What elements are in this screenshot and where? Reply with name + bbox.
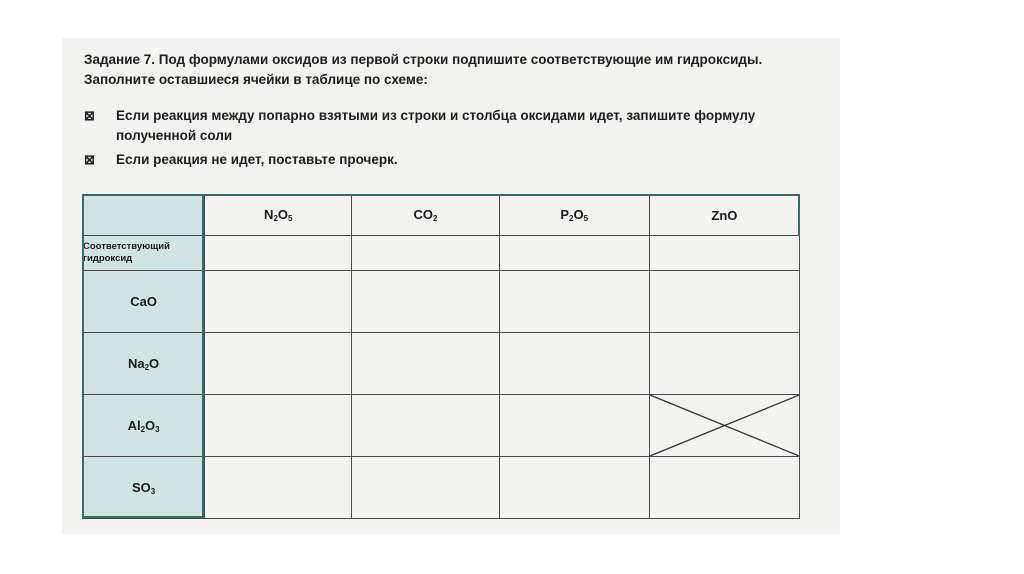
table-cell[interactable]	[499, 395, 649, 457]
table-cell[interactable]	[649, 236, 799, 271]
table-cell[interactable]	[499, 271, 649, 333]
corner-cell	[83, 195, 205, 236]
column-header-co2: $CO_2$	[352, 195, 499, 236]
table-cell[interactable]	[352, 395, 499, 457]
hydroxide-row-label: Соответствующий гидроксид	[83, 236, 205, 271]
row-header-al2o3: $Al_2O_3$	[83, 395, 205, 457]
bullet-item-1	[84, 106, 784, 146]
row-header-na2o: $Na_2O$	[83, 333, 205, 395]
table-cell[interactable]	[649, 457, 799, 519]
column-header-p2o5: $P_2O_5$	[499, 195, 649, 236]
checkbox-icon: ⊠	[84, 152, 95, 167]
row-header-cao: CaO	[83, 271, 205, 333]
table-cell[interactable]	[205, 271, 352, 333]
bullet-text-2: Если реакция не идет, поставьте прочерк.	[116, 152, 398, 167]
table-cell[interactable]	[649, 271, 799, 333]
table-cell[interactable]	[649, 333, 799, 395]
task-body: Под формулами оксидов из первой строки подпишите соответствующие им гидроксиды. Заполните оставшиеся ячейки в таблице по схеме:	[84, 52, 763, 87]
task-number: Задание 7.	[84, 52, 156, 67]
bullet-item-2	[84, 150, 784, 170]
table-cell[interactable]	[352, 457, 499, 519]
table-cell[interactable]	[205, 457, 352, 519]
table-cell[interactable]	[499, 333, 649, 395]
table-cell[interactable]	[352, 333, 499, 395]
cross-mark-icon	[650, 395, 799, 456]
row-header-so3: $SO_3$	[83, 457, 205, 519]
table-cell[interactable]	[499, 236, 649, 271]
table-cell[interactable]	[499, 457, 649, 519]
bullet-text-1: Если реакция между попарно взятыми из строки и столбца оксидами идет, запишите формулу полученной соли	[116, 108, 756, 143]
crossed-out-cell	[649, 395, 799, 457]
table-cell[interactable]	[352, 271, 499, 333]
column-header-zno: ZnO	[649, 195, 799, 236]
table-cell[interactable]	[352, 236, 499, 271]
table-cell[interactable]	[205, 395, 352, 457]
checkbox-icon: ⊠	[84, 108, 95, 123]
column-header-n2o5: $N_2O_5$	[205, 195, 352, 236]
table-cell[interactable]	[205, 236, 352, 271]
table-cell[interactable]	[205, 333, 352, 395]
reaction-table	[82, 194, 800, 518]
task-statement	[84, 50, 784, 90]
